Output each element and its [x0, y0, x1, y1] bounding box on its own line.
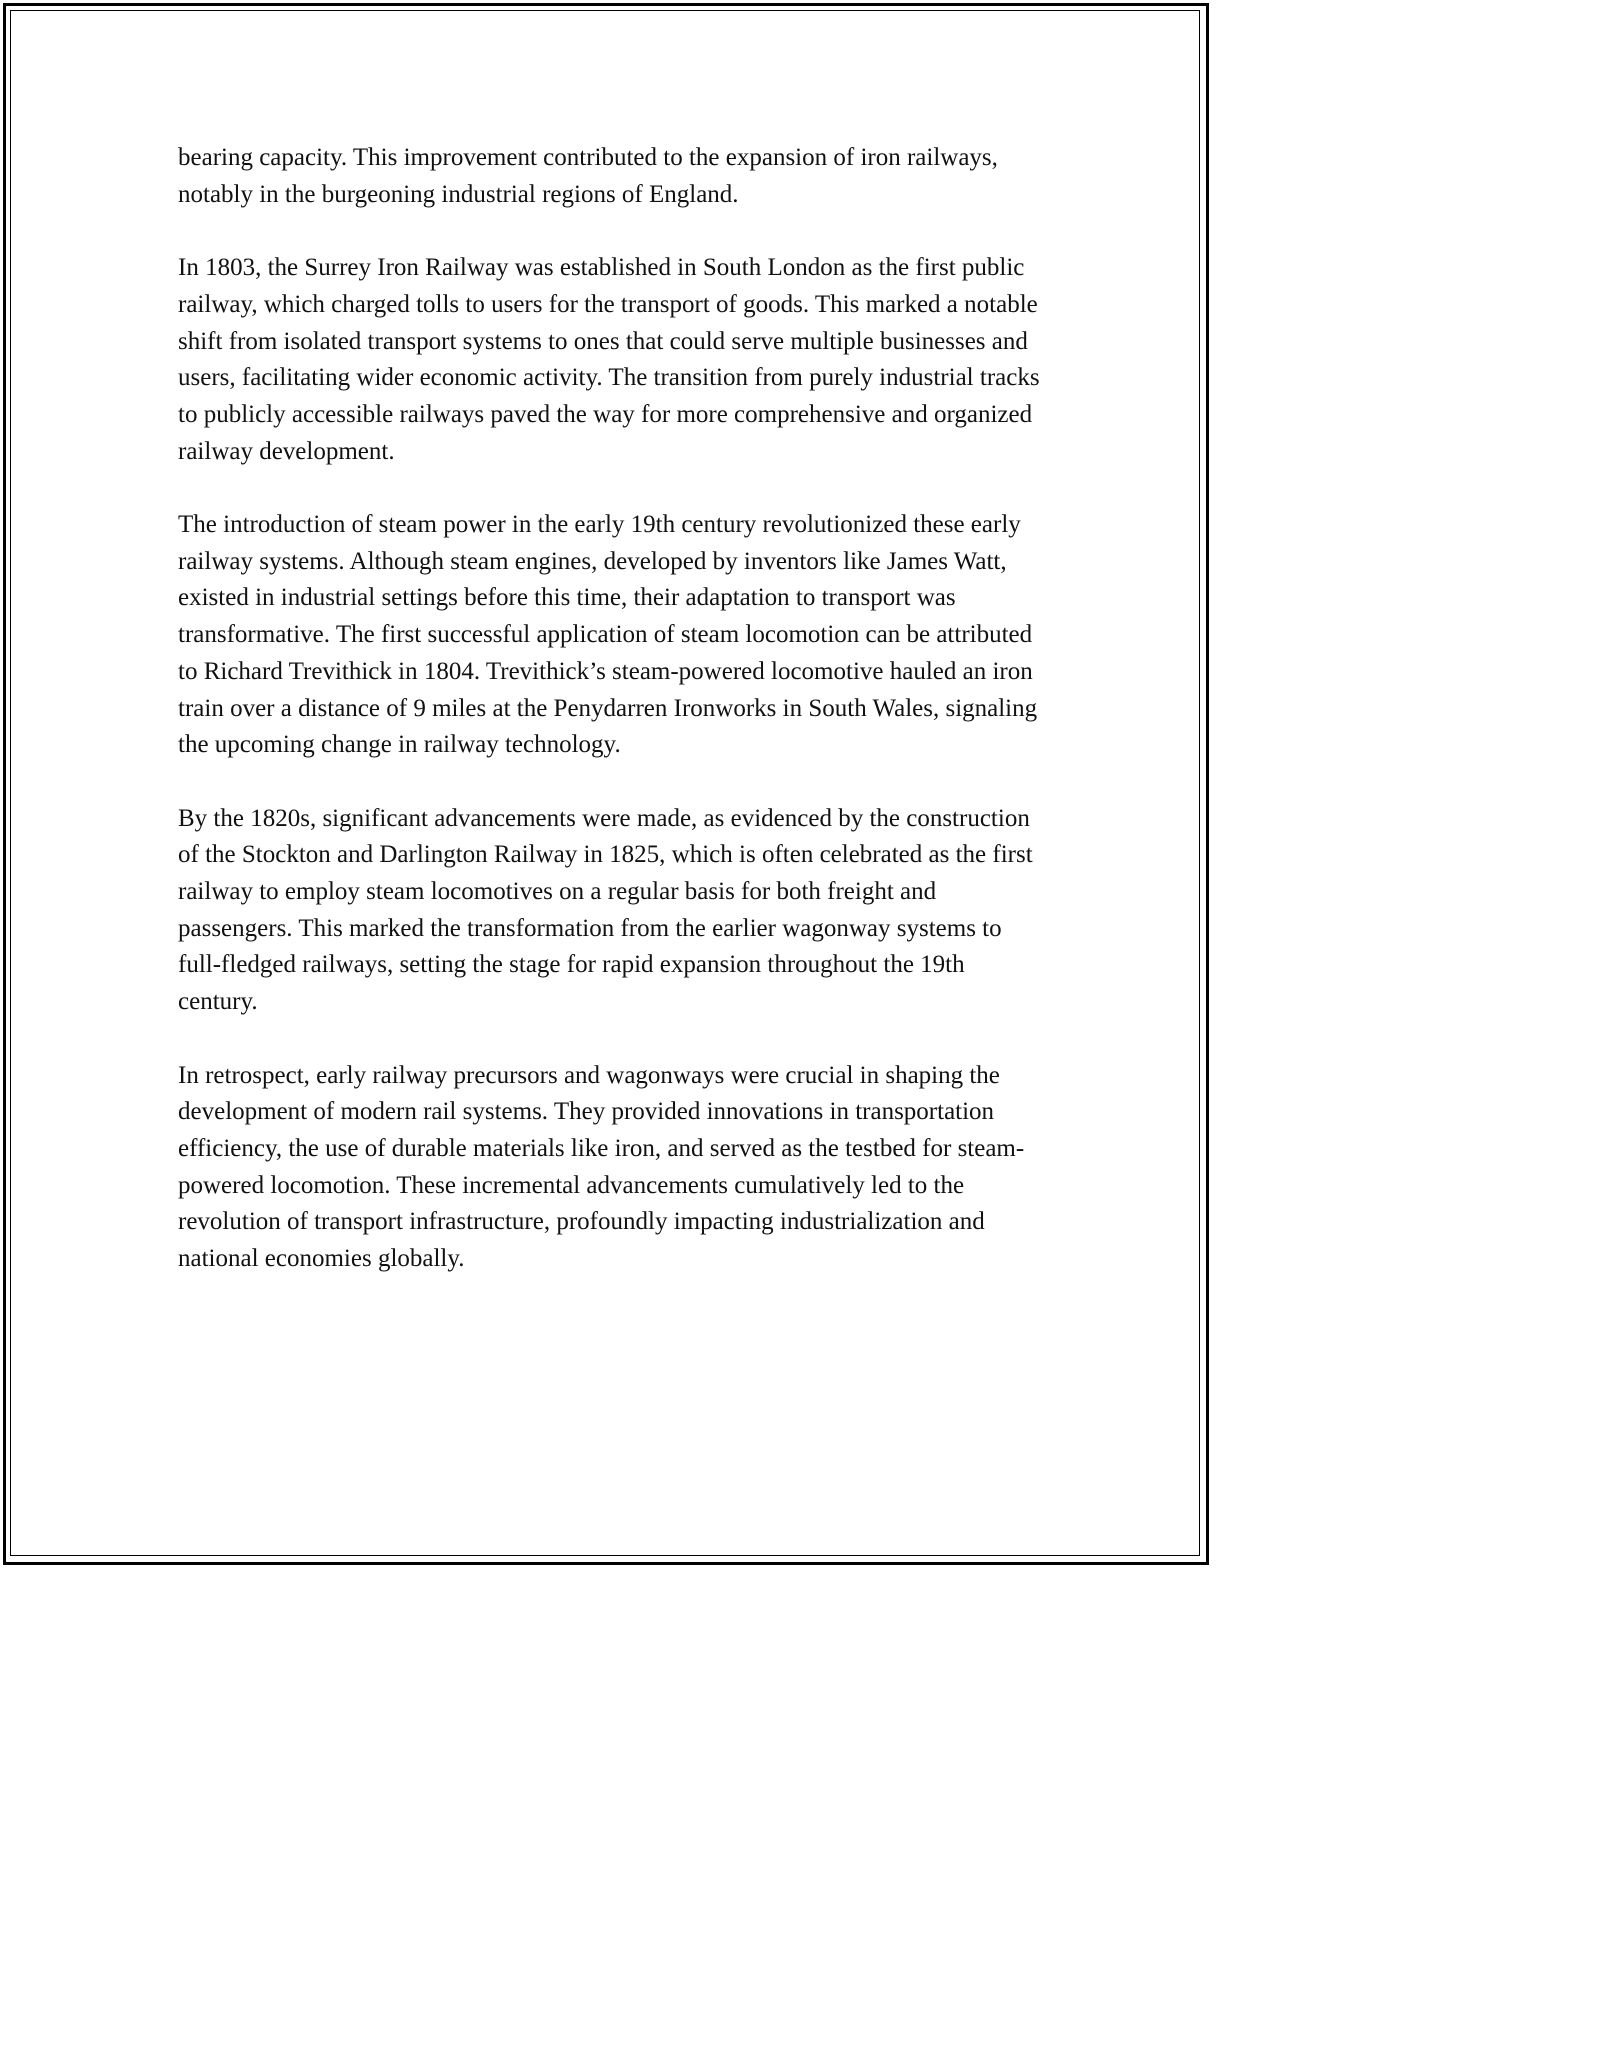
paragraph: bearing capacity. This improvement contributed to the expansion of iron railways, notably in the burgeoning industrial regions of England.: [178, 144, 998, 208]
paragraph: By the 1820s, significant advancements were made, as evidenced by the construction of the Stockton and Darlington Railway in 1825, which is often celebrated as the first railway to employ steam locomotives on a regular basis for both freight and passengers. This marked the transformation from the earlier wagonway systems to full-fledged railways, setting the stage for rapid expansion throughout the 19th century.: [178, 804, 1033, 1016]
paragraph: In 1803, the Surrey Iron Railway was established in South London as the first public railway, which charged tolls to users for the transport of goods. This marked a notable shift from isolated transport systems to ones that could serve multiple businesses and users, facilitating wider economic activity. The transition from purely industrial tracks to publicly accessible railways paved the way for more comprehensive and organized railway development.: [178, 254, 1040, 465]
document-body: [178, 140, 1048, 1278]
paragraph: In retrospect, early railway precursors and wagonways were crucial in shaping the development of modern rail systems. They provided innovations in transportation efficiency, the use of durable materials like iron, and served as the testbed for steam-powered locomotion. These incremental advancements cumulatively led to the revolution of transport infrastructure, profoundly impacting industrialization and national economies globally.: [178, 1061, 1025, 1273]
paragraph: The introduction of steam power in the early 19th century revolutionized these early railway systems. Although steam engines, developed by inventors like James Watt, existed in industrial settings before this time, their adaptation to transport was transformative. The first successful application of steam locomotion can be attributed to Richard Trevithick in 1804. Trevithick’s steam-powered locomotive hauled an iron train over a distance of 9 miles at the Penydarren Ironworks in South Wales, signaling the upcoming change in railway technology.: [178, 511, 1038, 759]
